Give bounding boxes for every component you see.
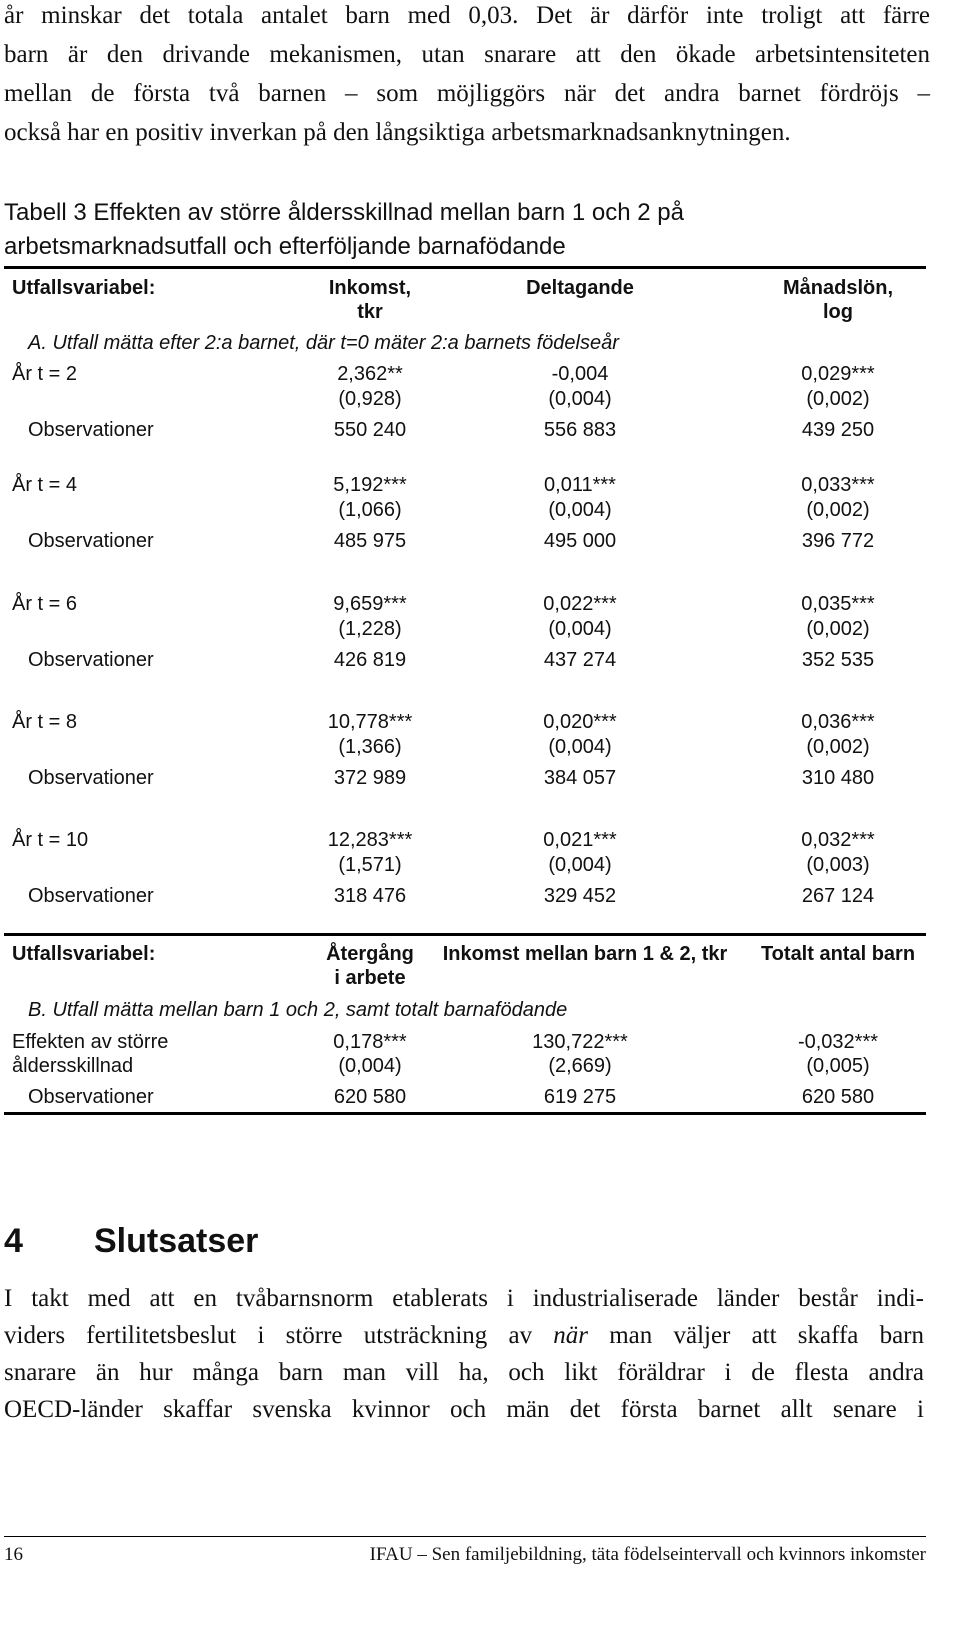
footer-rule <box>4 1536 926 1537</box>
panel-b-top-rule <box>4 933 926 936</box>
header-return-to-work: Återgång <box>326 943 414 965</box>
se-participation: (0,004) <box>548 736 612 758</box>
row-label-line2: åldersskillnad <box>12 1055 134 1077</box>
se-income: (1,066) <box>338 499 402 521</box>
header-return-to-work-line2: i arbete <box>334 967 406 989</box>
observations-income: 485 975 <box>333 530 407 552</box>
observations-label: Observationer <box>28 649 154 671</box>
se-income-between: (2,669) <box>548 1055 612 1077</box>
estimate-participation: -0,004 <box>551 363 609 385</box>
header-label: Utfallsvariabel: <box>12 277 156 299</box>
conclusion-text: man väljer att skaffa barn <box>588 1322 924 1349</box>
intro-line: år minskar det totala antalet barn med 0,03. Det är därför inte troligt att färre <box>4 2 930 29</box>
observations-income: 550 240 <box>333 419 407 441</box>
row-label: Effekten av större <box>12 1031 169 1053</box>
se-wage: (0,002) <box>806 388 870 410</box>
observations-income-between: 619 275 <box>543 1086 617 1108</box>
conclusion-line: I takt med att en tvåbarnsnorm etablerats i industrialiserade länder består indi- <box>4 1285 924 1312</box>
observations-wage: 352 535 <box>801 649 875 671</box>
conclusion-line <box>4 1317 924 1354</box>
table-caption-line: arbetsmarknadsutfall och efterföljande barnafödande <box>4 233 566 260</box>
header-monthly-wage-unit: log <box>823 301 853 323</box>
se-wage: (0,003) <box>806 854 870 876</box>
estimate-income: 2,362** <box>337 363 403 385</box>
observations-income: 318 476 <box>333 885 407 907</box>
se-income: (1,228) <box>338 618 402 640</box>
conclusion-line: snarare än hur många barn man vill ha, och likt föräldrar i de flesta andra <box>4 1359 924 1386</box>
intro-line: barn är den drivande mekanismen, utan snarare att den ökade arbetsintensiteten <box>4 41 930 68</box>
se-participation: (0,004) <box>548 618 612 640</box>
header-label: Utfallsvariabel: <box>12 943 156 965</box>
table-caption-line: Tabell 3 Effekten av större åldersskillnad mellan barn 1 och 2 på <box>4 199 684 226</box>
se-income: (0,928) <box>338 388 402 410</box>
observations-label: Observationer <box>28 419 154 441</box>
estimate-income: 12,283*** <box>327 829 413 851</box>
header-income-between: Inkomst mellan barn 1 & 2, tkr <box>442 943 728 965</box>
se-total-children: (0,005) <box>806 1055 870 1077</box>
estimate-income-between: 130,722*** <box>532 1031 628 1053</box>
observations-wage: 396 772 <box>801 530 875 552</box>
conclusion-paragraph <box>4 1280 924 1428</box>
estimate-wage: 0,032*** <box>801 829 875 851</box>
intro-line: mellan de första två barnen – som möjliggörs när det andra barnet fördröjs – <box>4 80 930 107</box>
observations-label: Observationer <box>28 1086 154 1108</box>
observations-total-children: 620 580 <box>801 1086 875 1108</box>
estimate-income: 5,192*** <box>333 474 407 496</box>
panel-a-title: A. Utfall mätta efter 2:a barnet, där t=0 mäter 2:a barnets födelseår <box>28 332 619 354</box>
row-label: År t = 2 <box>12 363 78 385</box>
section-number: 4 <box>4 1222 23 1260</box>
observations-label: Observationer <box>28 885 154 907</box>
se-wage: (0,002) <box>806 736 870 758</box>
observations-return-to-work: 620 580 <box>333 1086 407 1108</box>
table-caption <box>4 196 904 264</box>
header-income-unit: tkr <box>357 301 383 323</box>
se-return-to-work: (0,004) <box>338 1055 402 1077</box>
header-participation: Deltagande <box>526 277 634 299</box>
table-bottom-rule <box>4 1112 926 1115</box>
estimate-wage: 0,033*** <box>801 474 875 496</box>
table-top-rule <box>4 266 926 269</box>
estimate-wage: 0,036*** <box>801 711 875 733</box>
estimate-participation: 0,020*** <box>543 711 617 733</box>
row-label: År t = 6 <box>12 593 78 615</box>
estimate-participation: 0,022*** <box>543 593 617 615</box>
estimate-wage: 0,035*** <box>801 593 875 615</box>
conclusion-text: viders fertilitetsbeslut i större utsträckning av <box>4 1322 554 1349</box>
row-label: År t = 8 <box>12 711 78 733</box>
estimate-return-to-work: 0,178*** <box>333 1031 407 1053</box>
observations-participation: 329 452 <box>543 885 617 907</box>
section-heading <box>4 1222 258 1261</box>
conclusion-emphasis: när <box>553 1322 589 1349</box>
se-participation: (0,004) <box>548 854 612 876</box>
row-label: År t = 10 <box>12 829 89 851</box>
page-number: 16 <box>4 1544 23 1565</box>
observations-participation: 556 883 <box>543 419 617 441</box>
panel-b-title: B. Utfall mätta mellan barn 1 och 2, samt totalt barnafödande <box>28 999 568 1021</box>
intro-line: också har en positiv inverkan på den långsiktiga arbetsmarknadsanknytningen. <box>4 119 791 146</box>
estimate-income: 10,778*** <box>327 711 413 733</box>
observations-income: 372 989 <box>333 767 407 789</box>
se-participation: (0,004) <box>548 499 612 521</box>
observations-income: 426 819 <box>333 649 407 671</box>
observations-wage: 310 480 <box>801 767 875 789</box>
observations-label: Observationer <box>28 530 154 552</box>
observations-wage: 267 124 <box>801 885 875 907</box>
estimate-income: 9,659*** <box>333 593 407 615</box>
se-income: (1,366) <box>338 736 402 758</box>
header-total-children: Totalt antal barn <box>760 943 916 965</box>
observations-label: Observationer <box>28 767 154 789</box>
estimate-participation: 0,011*** <box>544 474 616 496</box>
estimate-total-children: -0,032*** <box>797 1031 879 1053</box>
se-wage: (0,002) <box>806 499 870 521</box>
row-label: År t = 4 <box>12 474 78 496</box>
section-title: Slutsatser <box>94 1222 259 1260</box>
se-participation: (0,004) <box>548 388 612 410</box>
estimate-participation: 0,021*** <box>543 829 617 851</box>
header-income: Inkomst, <box>328 277 412 299</box>
observations-participation: 437 274 <box>543 649 617 671</box>
observations-participation: 384 057 <box>543 767 617 789</box>
se-income: (1,571) <box>338 854 402 876</box>
observations-wage: 439 250 <box>801 419 875 441</box>
header-monthly-wage: Månadslön, <box>782 277 893 299</box>
running-title: IFAU – Sen familjebildning, täta födelseintervall och kvinnors inkomster <box>369 1544 926 1565</box>
se-wage: (0,002) <box>806 618 870 640</box>
conclusion-line: OECD-länder skaffar svenska kvinnor och män det första barnet allt senare i <box>4 1396 924 1423</box>
estimate-wage: 0,029*** <box>801 363 875 385</box>
observations-participation: 495 000 <box>543 530 617 552</box>
intro-paragraph <box>4 0 930 152</box>
